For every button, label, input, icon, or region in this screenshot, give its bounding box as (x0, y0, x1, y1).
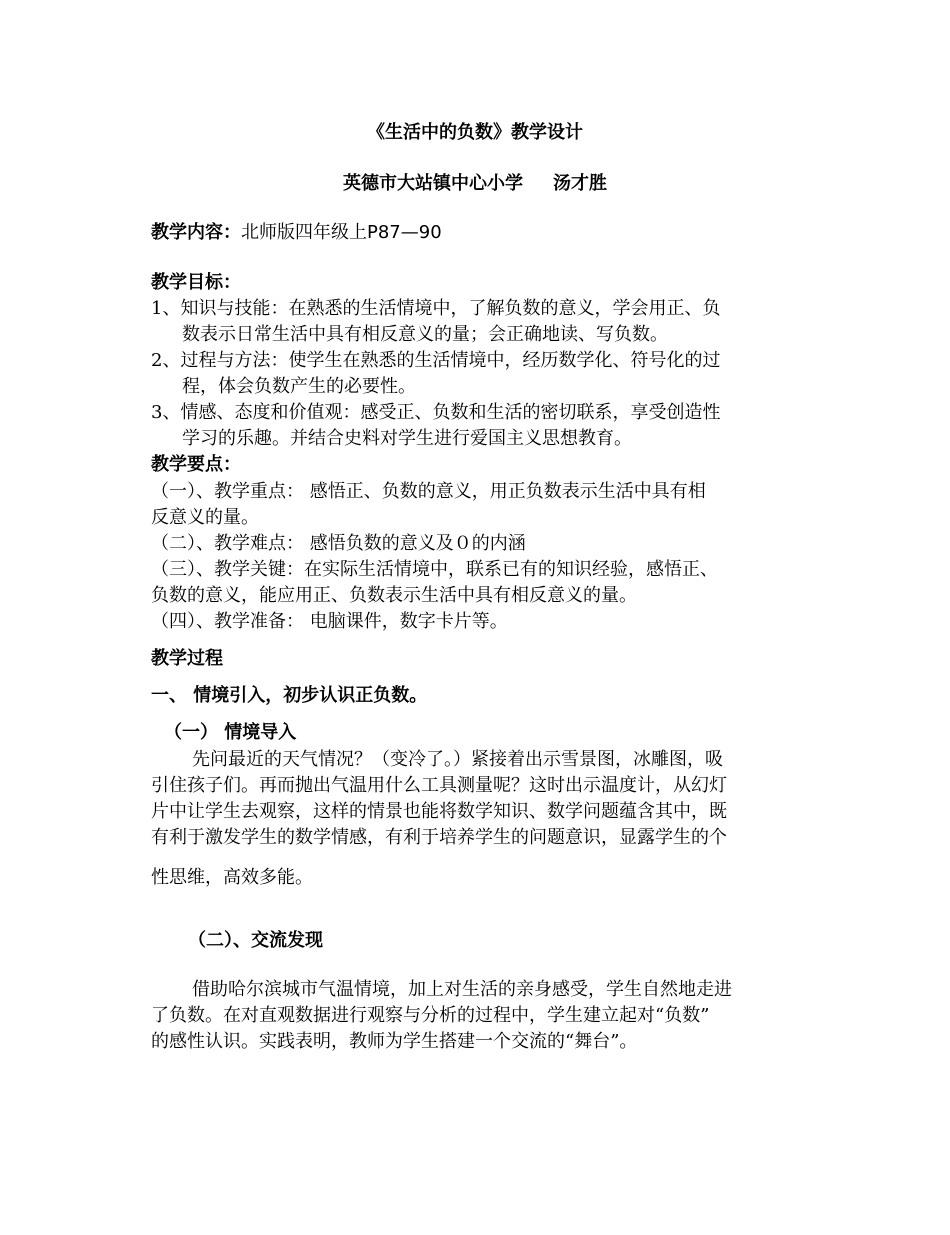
section-1-heading: 一、 情境引入，初步认识正负数。 (151, 685, 428, 706)
paragraph-1-line-2: 引住孩子们。再而抛出气温用什么工具测量呢？这时出示温度计，从幻灯 (151, 775, 727, 796)
subsection-2-heading: （二）、交流发现 (188, 930, 323, 951)
subsection-1-heading: （一） 情境导入 (164, 722, 297, 743)
author-school: 英德市大站镇中心小学 (343, 173, 523, 194)
point-3-line-1: （三）、教学关键：在实际生活情境中，联系已有的知识经验，感悟正、 (151, 559, 718, 580)
goal-1-line-1: 1、知识与技能：在熟悉的生活情境中，了解负数的意义，学会用正、负 (151, 298, 721, 319)
goal-2-line-2: 程，体会负数产生的必要性。 (182, 376, 416, 397)
author-line (0, 171, 950, 197)
points-heading: 教学要点： (151, 454, 241, 475)
paragraph-1-line-4: 有利于激发学生的数学情感，有利于培养学生的问题意识，显露学生的个 (151, 827, 727, 848)
teaching-content-pages: P87—90 (367, 222, 442, 243)
point-4: （四）、教学准备： 电脑课件，数字卡片等。 (151, 611, 508, 632)
paragraph-2-line-2: 了负数。在对直观数据进行观察与分析的过程中，学生建立起对“负数” (151, 1005, 710, 1026)
paragraph-1-line-5: 性思维，高效多能。 (151, 867, 313, 888)
document-title: 《生活中的负数》教学设计 (367, 122, 583, 143)
paragraph-1-line-1: 先问最近的天气情况？（变冷了。）紧接着出示雪景图，冰雕图，吸 (192, 749, 723, 770)
teaching-content-label: 教学内容： (151, 222, 241, 243)
process-heading: 教学过程 (151, 648, 223, 669)
point-1-line-2: 反意义的量。 (151, 507, 259, 528)
teaching-content (151, 220, 442, 246)
goal-2-line-1: 2、过程与方法：使学生在熟悉的生活情境中，经历数学化、符号化的过 (151, 350, 721, 371)
goal-1-line-2: 数表示日常生活中具有相反意义的量；会正确地读、写负数。 (182, 324, 668, 345)
point-2: （二）、教学难点： 感悟负数的意义及０的内涵 (151, 533, 526, 554)
teaching-content-text: 北师版四年级上 (241, 222, 367, 243)
goal-3-line-2: 学习的乐趣。并结合史料对学生进行爱国主义思想教育。 (182, 428, 632, 449)
author-name: 汤才胜 (553, 173, 607, 194)
goals-heading: 教学目标： (151, 272, 241, 293)
point-3-line-2: 负数的意义，能应用正、负数表示生活中具有相反意义的量。 (151, 585, 637, 606)
paragraph-1-line-3: 片中让学生去观察，这样的情景也能将数学知识、数学问题蕴含其中，既 (151, 801, 727, 822)
paragraph-2-line-3: 的感性认识。实践表明，教师为学生搭建一个交流的“舞台”。 (151, 1031, 638, 1052)
point-1-line-1: （一）、教学重点： 感悟正、负数的意义，用正负数表示生活中具有相 (151, 481, 706, 502)
goal-3-line-1: 3、情感、态度和价值观：感受正、负数和生活的密切联系，享受创造性 (151, 402, 721, 423)
paragraph-2-line-1: 借助哈尔滨城市气温情境，加上对生活的亲身感受，学生自然地走进 (192, 979, 732, 1000)
